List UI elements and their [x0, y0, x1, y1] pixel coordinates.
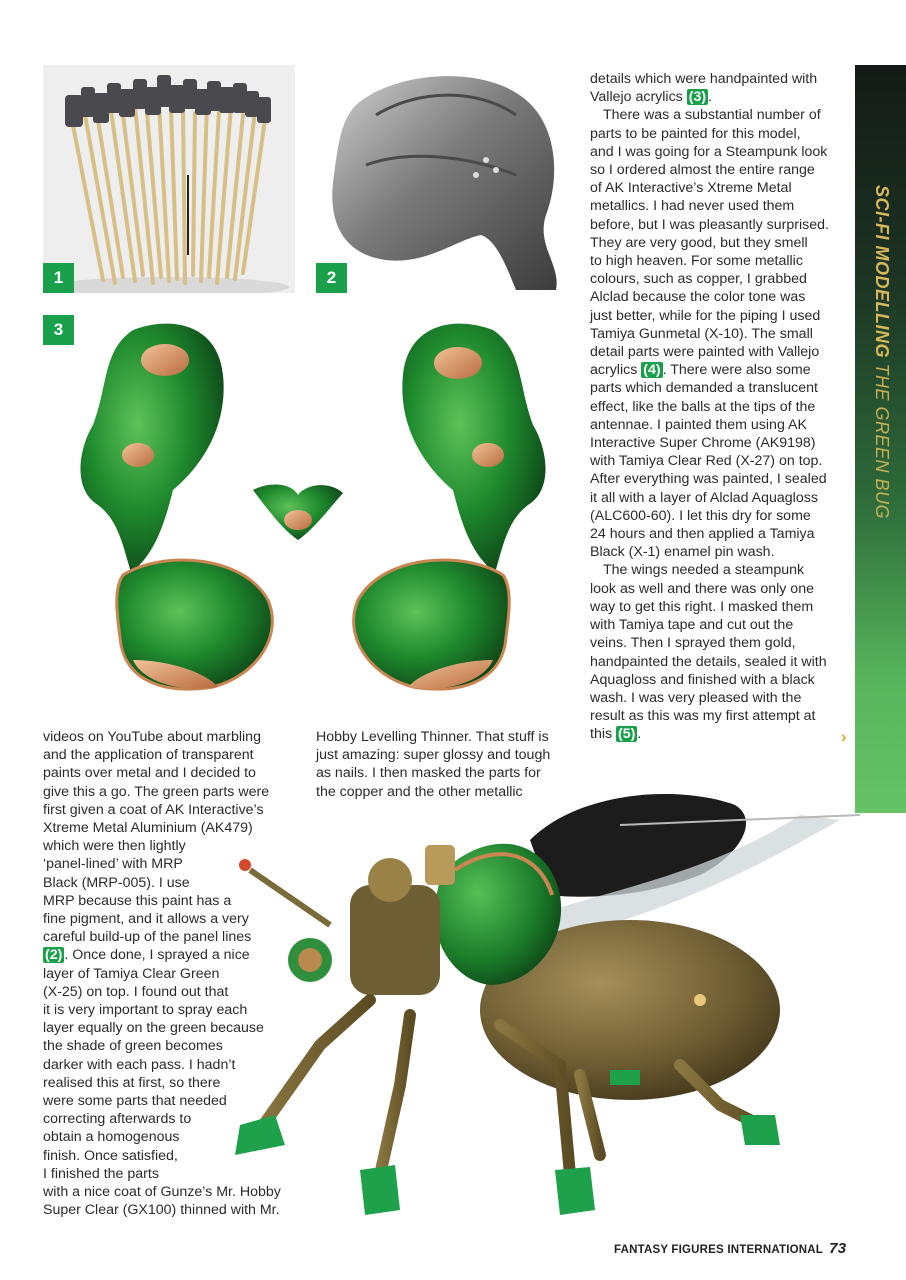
- text-line: result as this was my first attempt at: [590, 708, 816, 725]
- text-line: colours, such as copper, I grabbed: [590, 271, 807, 288]
- text-line: just amazing: super glossy and tough: [316, 747, 551, 764]
- text-line: Black (MRP-005). I use: [43, 874, 190, 891]
- text-line: layer equally on the green because: [43, 1020, 264, 1037]
- text-line: and I was going for a Steampunk look: [590, 143, 828, 160]
- text-line: darker with each pass. I hadn’t: [43, 1056, 236, 1073]
- figure-ref-2: (2): [45, 947, 63, 964]
- text-line: it all with a layer of Alclad Aquagloss: [590, 489, 818, 506]
- text-line: it is very important to spray each: [43, 1002, 248, 1019]
- text-line: with a nice coat of Gunze’s Mr. Hobby: [43, 1184, 281, 1201]
- text-line: finish. Once satisfied,: [43, 1147, 178, 1164]
- section-name: SCI-FI MODELLING: [872, 185, 892, 358]
- text-fragment: .: [708, 89, 713, 106]
- text-line: correcting afterwards to: [43, 1111, 192, 1128]
- text-line: The wings needed a steampunk: [603, 562, 805, 579]
- page-number: 73: [829, 1240, 847, 1257]
- article-title: THE GREEN BUG: [872, 363, 892, 520]
- text-line: with Tamiya Clear Red (X-27) on top.: [590, 453, 823, 470]
- text-line: veins. Then I sprayed them gold,: [590, 635, 796, 652]
- text-line: Black (X-1) enamel pin wash.: [590, 544, 775, 561]
- text-fragment: .: [637, 726, 642, 743]
- text-line: Hobby Levelling Thinner. That stuff is: [316, 729, 549, 745]
- text-line: wash. I was very pleased with the: [590, 689, 802, 706]
- text-line: Xtreme Metal Aluminium (AK479): [43, 820, 253, 837]
- text-line: way to get this right. I masked them: [590, 598, 814, 615]
- text-line: first given a coat of AK Interactive’s: [43, 801, 264, 818]
- text-line: antennae. I painted them using AK: [590, 416, 807, 433]
- text-fragment: . Once done, I sprayed a nice: [64, 947, 250, 964]
- text-line: metallics. I had never used them: [590, 198, 795, 215]
- text-line: of AK Interactive’s Xtreme Metal: [590, 180, 792, 197]
- figure-ref-5: (5): [618, 726, 636, 743]
- text-fragment: . There were also some: [662, 362, 811, 379]
- section-title: [871, 185, 892, 519]
- text-line: [43, 946, 293, 964]
- text-line: give this a go. The green parts were: [43, 783, 270, 800]
- text-line: realised this at first, so there: [43, 1074, 221, 1091]
- text-fragment: acrylics: [590, 362, 642, 379]
- text-line: obtain a homogenous: [43, 1129, 180, 1146]
- figure-badge-3: 3: [43, 315, 74, 345]
- text-line: were some parts that needed: [43, 1093, 227, 1110]
- text-line: After everything was painted, I sealed: [590, 471, 827, 488]
- photo-green-parts: [43, 315, 583, 705]
- continue-arrow-icon: ›: [841, 727, 847, 746]
- figure-badge-1: 1: [43, 263, 74, 293]
- photo-green-bug: [200, 785, 865, 1225]
- text-line: (X-25) on top. I found out that: [43, 983, 229, 1000]
- text-line: Interactive Super Chrome (AK9198): [590, 435, 816, 452]
- text-line: which were then lightly: [43, 838, 186, 855]
- text-line: details which were handpainted with: [590, 71, 818, 87]
- text-line: I finished the parts: [43, 1165, 159, 1182]
- text-line: layer of Tamiya Clear Green: [43, 965, 220, 982]
- text-line: careful build-up of the panel lines: [43, 929, 252, 946]
- text-line: detail parts were painted with Vallejo: [590, 344, 820, 361]
- text-line: [590, 361, 852, 379]
- figure-ref-3: (3): [688, 89, 707, 106]
- text-line: with Tamiya tape and cut out the: [590, 617, 794, 634]
- text-fragment: this: [590, 726, 617, 743]
- text-line: paints over metal and I decided to: [43, 765, 256, 782]
- text-line: Super Clear (GX100) thinned with Mr.: [43, 1202, 280, 1219]
- figure-ref-4: (4): [643, 362, 661, 379]
- text-line: so I ordered almost the entire range: [590, 162, 815, 179]
- text-line: ‘panel-lined’ with MRP: [43, 856, 183, 873]
- text-column-right: [590, 70, 852, 744]
- text-line: the copper and the other metallic: [316, 783, 523, 800]
- text-line: There was a substantial number of: [603, 107, 821, 124]
- text-line: Aquagloss and finished with a black: [590, 671, 815, 688]
- text-line: 24 hours and then applied a Tamiya: [590, 526, 815, 543]
- text-line: handpainted the details, sealed it with: [590, 653, 827, 670]
- text-fragment: Vallejo acrylics: [590, 89, 687, 106]
- text-line: MRP because this paint has a: [43, 892, 232, 909]
- text-line: Alclad because the color tone was: [590, 289, 806, 306]
- photo-metallic-shell: [316, 65, 578, 293]
- text-line: the shade of green becomes: [43, 1038, 223, 1055]
- text-line: [590, 725, 852, 743]
- text-line: fine pigment, and it allows a very: [43, 911, 249, 928]
- text-column-middle: [316, 728, 576, 801]
- text-line: Tamiya Gunmetal (X-10). The small: [590, 325, 813, 342]
- text-column-left: [43, 728, 293, 1219]
- text-line: [590, 88, 852, 106]
- text-line: just better, while for the piping I used: [590, 307, 821, 324]
- text-line: videos on YouTube about marbling: [43, 729, 261, 745]
- page-footer: [614, 1240, 846, 1257]
- photo-parts-on-sticks: [43, 65, 295, 293]
- text-line: They are very good, but they smell: [590, 234, 808, 251]
- text-line: (ALC600-60). I let this dry for some: [590, 507, 811, 524]
- text-line: and the application of transparent: [43, 747, 254, 764]
- text-line: to high heaven. For some metallic: [590, 253, 803, 270]
- text-line: before, but I was pleasantly surprised.: [590, 216, 829, 233]
- magazine-name: FANTASY FIGURES INTERNATIONAL: [614, 1244, 823, 1256]
- figure-badge-2: 2: [316, 263, 347, 293]
- text-line: effect, like the balls at the tips of the: [590, 398, 816, 415]
- text-line: parts to be painted for this model,: [590, 125, 801, 142]
- text-line: parts which demanded a translucent: [590, 380, 818, 397]
- text-line: as nails. I then masked the parts for: [316, 765, 541, 782]
- text-line: look as well and there was only one: [590, 580, 814, 597]
